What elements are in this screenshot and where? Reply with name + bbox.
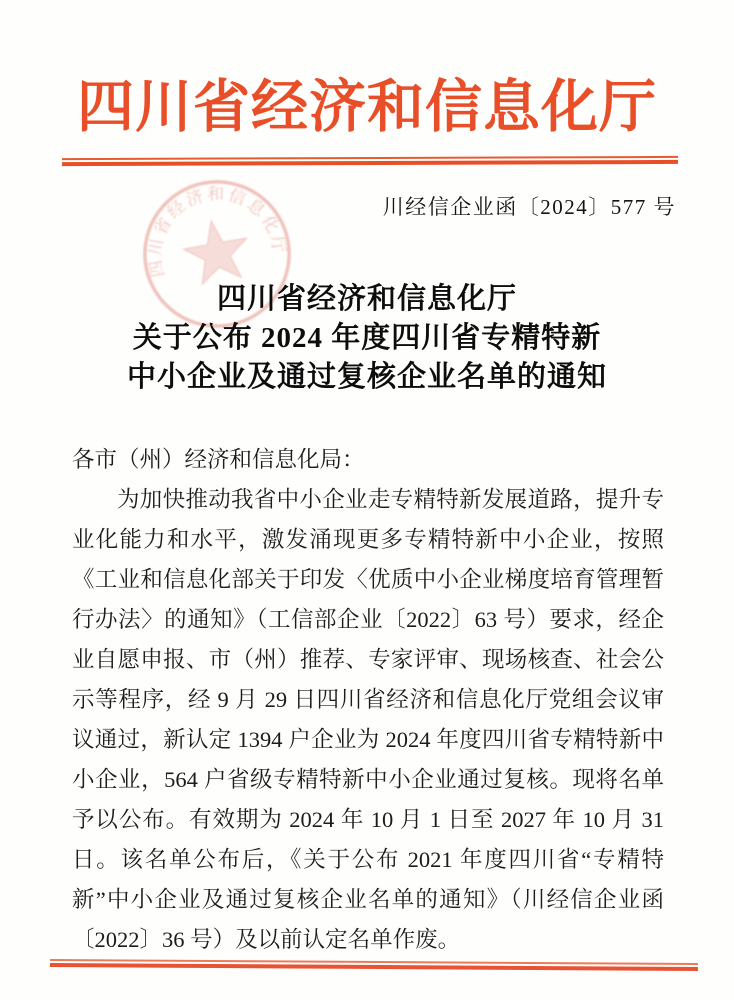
masthead-rule-thick	[62, 160, 678, 166]
svg-text:四川省经济和信息化厅	[134, 172, 289, 278]
title-line-3: 中小企业及通过复核企业名单的通知	[126, 361, 607, 393]
footer-rule	[50, 959, 698, 971]
document-body	[72, 440, 664, 960]
salutation: 各市（州）经济和信息化局：	[72, 447, 365, 472]
masthead-rule	[62, 156, 678, 166]
seal-star	[180, 215, 253, 286]
title-line-1: 四川省经济和信息化厅	[216, 283, 517, 315]
main-paragraph: 为加快推动我省中小企业走专精特新发展道路，提升专业化能力和水平，激发涌现更多专精特新中小企业，按照《工业和信息化部关于印发〈优质中小企业梯度培育管理暂行办法〉的通知》（工信部企业〔2022〕63 号）要求，经企业自愿申报、市（州）推荐、专家评审、现场核查、社会公示等程序，经 9 月 29 日四川省经济和信息化厅党组会议审议通过，新认定 1394 户企业为 2024 年度四川省专精特新中小企业，564 户省级专精特新中小企业通过复核。现将名单予以公布。有效期为 2024 年 10 月 1 日至 2027 年 10 月 31 日。该名单公布后，《关于公布 2021 年度四川省“专精特新”中小企业及通过复核企业名单的通知》（川经信企业函〔2022〕36 号）及以前认定名单作废。	[72, 487, 664, 952]
title-line-2: 关于公布 2024 年度四川省专精特新	[132, 322, 602, 354]
document-number: 川经信企业函〔2024〕577 号	[382, 195, 676, 219]
agency-name: 四川省经济和信息化厅	[77, 76, 657, 139]
document-title	[0, 280, 734, 397]
masthead	[0, 62, 734, 154]
seal-arc-text: 四川省经济和信息化厅	[145, 184, 290, 279]
